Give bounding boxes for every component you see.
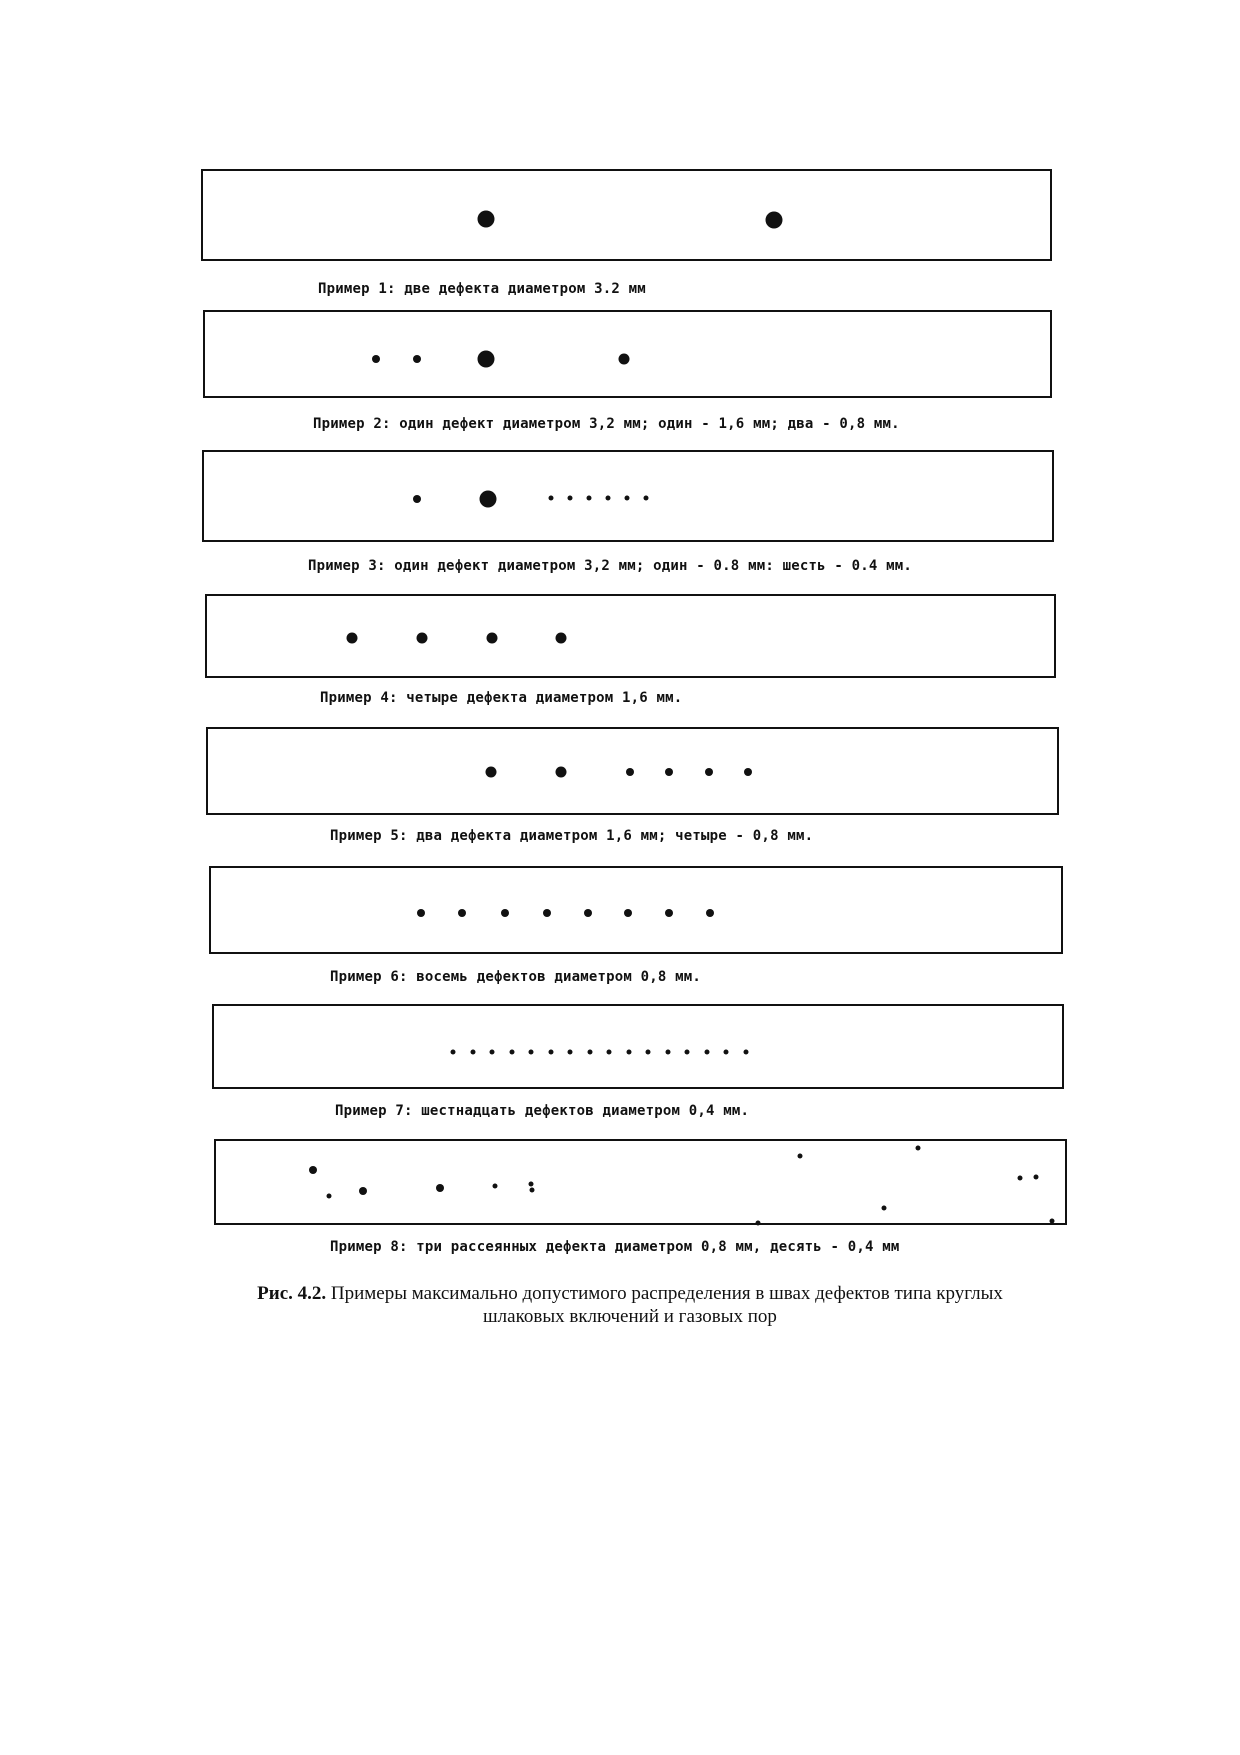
figure-caption-line1: Примеры максимально допустимого распределения в швах дефектов типа круглых bbox=[326, 1283, 1003, 1304]
defect-dot bbox=[529, 1182, 534, 1187]
defect-dot bbox=[916, 1146, 921, 1151]
defect-dot bbox=[556, 767, 567, 778]
defect-dot bbox=[882, 1206, 887, 1211]
defect-dot bbox=[1018, 1176, 1023, 1181]
defect-dot bbox=[568, 496, 573, 501]
example-caption-3: Пример 3: один дефект диаметром 3,2 мм; один - 0.8 мм: шесть - 0.4 мм. bbox=[308, 558, 913, 574]
defect-dot bbox=[309, 1166, 317, 1174]
defect-dot bbox=[588, 1050, 593, 1055]
defect-dot bbox=[486, 767, 497, 778]
defect-dot bbox=[549, 496, 554, 501]
defect-dot bbox=[510, 1050, 515, 1055]
defect-dot bbox=[685, 1050, 690, 1055]
defect-dot bbox=[417, 909, 425, 917]
defect-dot bbox=[744, 768, 752, 776]
defect-dot bbox=[372, 355, 380, 363]
defect-dot bbox=[724, 1050, 729, 1055]
example-caption-5: Пример 5: два дефекта диаметром 1,6 мм; четыре - 0,8 мм. bbox=[330, 828, 814, 844]
example-caption-2: Пример 2: один дефект диаметром 3,2 мм; один - 1,6 мм; два - 0,8 мм. bbox=[313, 416, 900, 432]
defect-dot bbox=[458, 909, 466, 917]
example-caption-1: Пример 1: две дефекта диаметром 3.2 мм bbox=[318, 281, 646, 297]
figure-caption-line2: шлаковых включений и газовых пор bbox=[483, 1306, 777, 1327]
defect-dot bbox=[327, 1194, 332, 1199]
defect-dot bbox=[501, 909, 509, 917]
defect-dot bbox=[619, 354, 630, 365]
defect-dot bbox=[487, 633, 498, 644]
defect-dot bbox=[705, 1050, 710, 1055]
example-caption-4: Пример 4: четыре дефекта диаметром 1,6 мм. bbox=[320, 690, 683, 706]
defect-dot bbox=[665, 768, 673, 776]
defect-dot bbox=[744, 1050, 749, 1055]
defect-dot bbox=[413, 355, 421, 363]
defect-dot bbox=[529, 1050, 534, 1055]
defect-dot bbox=[359, 1187, 367, 1195]
defect-dot bbox=[766, 212, 783, 229]
defect-dot bbox=[625, 496, 630, 501]
defect-dot bbox=[530, 1188, 535, 1193]
defect-dot bbox=[493, 1184, 498, 1189]
defect-dot bbox=[706, 909, 714, 917]
example-caption-6: Пример 6: восемь дефектов диаметром 0,8 мм. bbox=[330, 969, 702, 985]
figure-label: Рис. 4.2. bbox=[257, 1283, 327, 1304]
defect-dot bbox=[471, 1050, 476, 1055]
defect-dot bbox=[624, 909, 632, 917]
defect-dot bbox=[665, 909, 673, 917]
defect-dot bbox=[1034, 1175, 1039, 1180]
defect-dot bbox=[587, 496, 592, 501]
defect-dot bbox=[417, 633, 428, 644]
weld-strip-4 bbox=[205, 594, 1056, 678]
defect-dot bbox=[705, 768, 713, 776]
weld-strip-8 bbox=[214, 1139, 1067, 1225]
figure-caption bbox=[160, 1282, 1100, 1328]
defect-dot bbox=[549, 1050, 554, 1055]
defect-dot bbox=[413, 495, 421, 503]
defect-dot bbox=[627, 1050, 632, 1055]
defect-dot bbox=[666, 1050, 671, 1055]
defect-dot bbox=[798, 1154, 803, 1159]
weld-strip-3 bbox=[202, 450, 1054, 542]
defect-dot bbox=[646, 1050, 651, 1055]
defect-dot bbox=[644, 496, 649, 501]
weld-strip-7 bbox=[212, 1004, 1064, 1089]
defect-dot bbox=[347, 633, 358, 644]
defect-dot bbox=[543, 909, 551, 917]
defect-dot bbox=[480, 491, 497, 508]
defect-dot bbox=[584, 909, 592, 917]
defect-dot bbox=[626, 768, 634, 776]
weld-strip-2 bbox=[203, 310, 1052, 398]
defect-dot bbox=[756, 1221, 761, 1226]
defect-dot bbox=[568, 1050, 573, 1055]
weld-strip-5 bbox=[206, 727, 1059, 815]
defect-dot bbox=[478, 351, 495, 368]
defect-dot bbox=[436, 1184, 444, 1192]
defect-dot bbox=[556, 633, 567, 644]
defect-dot bbox=[606, 496, 611, 501]
defect-dot bbox=[478, 211, 495, 228]
defect-dot bbox=[1050, 1219, 1055, 1224]
defect-dot bbox=[490, 1050, 495, 1055]
defect-dot bbox=[451, 1050, 456, 1055]
defect-dot bbox=[607, 1050, 612, 1055]
weld-strip-6 bbox=[209, 866, 1063, 954]
weld-strip-1 bbox=[201, 169, 1052, 261]
example-caption-7: Пример 7: шестнадцать дефектов диаметром 0,4 мм. bbox=[335, 1103, 750, 1119]
example-caption-8: Пример 8: три рассеянных дефекта диаметром 0,8 мм, десять - 0,4 мм bbox=[330, 1239, 900, 1255]
